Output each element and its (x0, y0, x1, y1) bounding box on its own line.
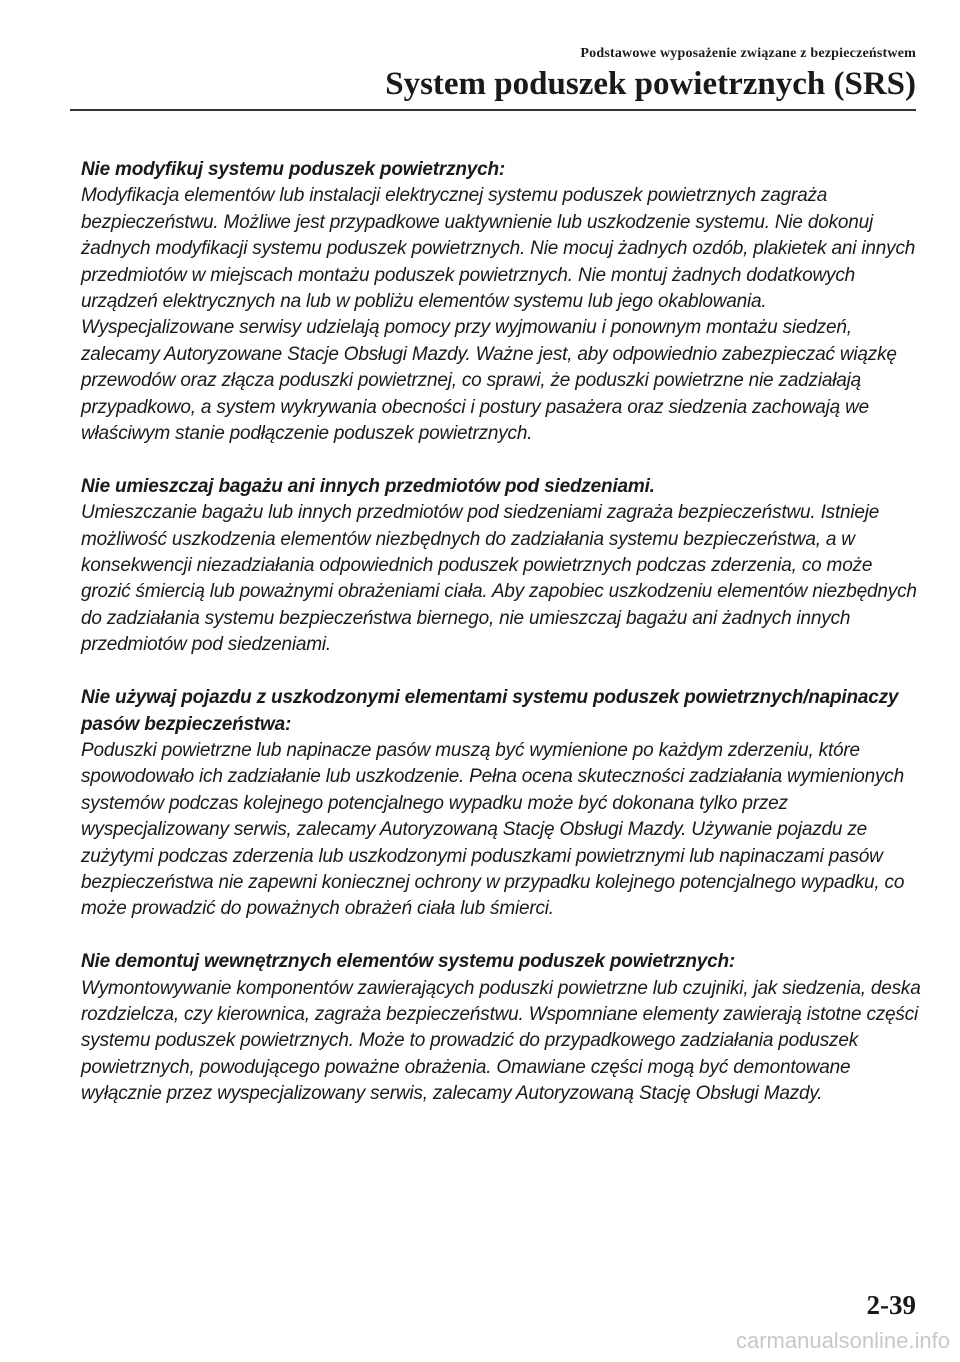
section-heading: Nie używaj pojazdu z uszkodzonymi elementami systemu poduszek powietrznych/napinaczy pasów bezpieczeństwa: (81, 687, 899, 735)
section-paragraph: Wymontowywanie komponentów zawierających poduszki powietrzne lub czujniki, jak siedzenia, deska rozdzielcza, czy kierownica, zagraża bezpieczeństwu. Wspomniane elementy zawierają istotne części systemu poduszek powietrznych. Może to prowadzić do przypadkowego zadziałania poduszek powietrznych, powodującego poważne obrażenia. Omawiane części mogą być demontowane wyłącznie przez wyspecjalizowany serwis, zalecamy Autoryzowaną Stację Obsługi Mazdy. (81, 977, 921, 1105)
section-paragraph: Umieszczanie bagażu lub innych przedmiotów pod siedzeniami zagraża bezpieczeństwu. Istnieje możliwość uszkodzenia elementów niezbędnych do zadziałania systemu bezpieczeństwa, a w konsekwencji niezadziałania odpowiednich poduszek powietrznych podczas zderzenia, co może grozić śmiercią lub poważnymi obrażeniami ciała. Aby zapobiec uszkodzeniu elementów niezbędnych do zadziałania systemu bezpieczeństwa biernego, nie umieszczaj bagażu ani żadnych innych przedmiotów pod siedzeniami. (81, 502, 917, 656)
page-title: System poduszek powietrznych (SRS) (385, 66, 916, 102)
watermark: carmanualsonline.info (735, 1328, 950, 1353)
section-dont-modify (81, 157, 921, 447)
section-paragraph: Poduszki powietrzne lub napinacze pasów muszą być wymienione po każdym zderzeniu, które spowodowało ich zadziałanie lub uszkodzenie. Pełna ocena skuteczności zadziałania wymienionych systemów podczas kolejnego potencjalnego wypadku może być dokonana tylko przez wyspecjalizowany serwis, zalecamy Autoryzowaną Stację Obsługi Mazdy. Używanie pojazdu ze zużytymi podczas zderzenia lub uszkodzonymi poduszkami powietrznymi lub napinaczami pasów bezpieczeństwa nie zapewni koniecznej ochrony w przypadku kolejnego potencjalnego wypadku, co może prowadzić do poważnych obrażeń ciała lub śmierci. (81, 739, 905, 920)
section-no-luggage-under-seats (81, 474, 921, 659)
section-heading: Nie demontuj wewnętrznych elementów systemu poduszek powietrznych: (81, 951, 736, 973)
document-body (81, 157, 921, 1134)
section-dont-disassemble (81, 949, 921, 1107)
section-heading: Nie modyfikuj systemu poduszek powietrznych: (81, 159, 506, 180)
section-paragraph: Modyfikacja elementów lub instalacji elektrycznej systemu poduszek powietrznych zagraża bezpieczeństwu. Możliwe jest przypadkowe uaktywnienie lub uszkodzenie systemu. Nie dokonuj żadnych modyfikacji systemu poduszek powietrznych. Nie mocuj żadnych ozdób, plakietek ani innych przedmiotów w miejscach montażu poduszek powietrznych. Nie montuj żadnych dodatkowych urządzeń elektrycznych na lub w pobliżu elementów systemu lub jego okablowania. Wyspecjalizowane serwisy udzielają pomocy przy wyjmowaniu i ponownym montażu siedzeń, zalecamy Autoryzowane Stacje Obsługi Mazdy. Ważne jest, aby odpowiednio zabezpieczać wiązkę przewodów oraz złącza poduszki powietrznej, co sprawi, że poduszki powietrzne nie zadziałają przypadkowo, a system wykrywania obecności i postury pasażera oraz siedzenia zachowają we właściwym stanie podłączenie poduszek powietrznych. (81, 185, 916, 445)
page-number: 2-39 (866, 1290, 916, 1320)
section-heading: Nie umieszczaj bagażu ani innych przedmiotów pod siedzeniami. (81, 475, 655, 497)
section-damaged-components (81, 685, 921, 923)
header-subtitle: Podstawowe wyposażenie związane z bezpieczeństwem (580, 46, 916, 61)
header-divider (70, 109, 916, 111)
